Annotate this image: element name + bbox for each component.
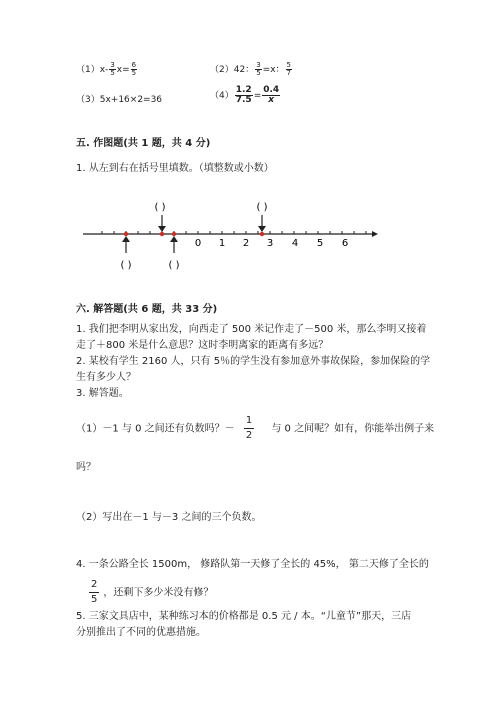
- number-line-blank-top-1: ( ): [154, 202, 166, 213]
- equation-1: [76, 62, 138, 77]
- tick-label-3: 3: [266, 238, 274, 249]
- equation-2-mid: =x：: [262, 65, 285, 75]
- equation-4-label: （4）: [210, 91, 234, 101]
- point-marker-4: [260, 232, 264, 236]
- section-5-title: 五. 作图题(共 1 题，共 4 分): [76, 138, 211, 149]
- equation-2: [210, 62, 293, 77]
- question-1-line-1: 1. 我们把李明从家出发，向西走了 500 米记作走了－500 米，那么李明又接着: [76, 324, 427, 335]
- equation-1-mid: x=: [116, 65, 130, 75]
- number-line-arrowhead: [372, 231, 378, 237]
- question-5-line-2: 分别推出了不同的优惠措施。: [76, 627, 206, 638]
- question-3-sub-2: （2）写出在－1 与－3 之间的三个负数。: [76, 512, 262, 523]
- number-line-blank-bottom-1: ( ): [120, 260, 132, 271]
- equation-2-fraction-b: $\frac{5}{7}$: [286, 61, 291, 77]
- section-6-question-1: [76, 322, 436, 402]
- equation-4-fraction-a: $\frac{1.2}{7.5}$: [235, 85, 252, 105]
- question-3: 3. 解答题。: [76, 388, 129, 399]
- arrow-up-2-head: [170, 236, 178, 242]
- question-5-line-1: 5. 三家文具店中，某种练习本的价格都是 0.5 元 / 本。“儿童节”那天，三店: [76, 611, 412, 622]
- question-4-text: ，还剩下多少米没有修？: [103, 587, 214, 599]
- question-3-sub-1-text-b: 与 0 之间呢？如有，你能举出例子来: [271, 423, 435, 435]
- question-3-sub-1-fraction: $\frac{1}{2}$: [245, 415, 253, 441]
- equation-4-mid: =: [253, 91, 262, 101]
- point-marker-3: [172, 232, 176, 236]
- question-3-sub-1: [76, 416, 434, 441]
- tick-label-4: 4: [291, 238, 299, 249]
- question-4-line-1: 4. 一条公路全长 1500m， 修路队第一天修了全长的 45%， 第二天修了全长的: [76, 559, 429, 570]
- section-6-title: 六. 解答题(共 6 题，共 33 分): [76, 304, 218, 315]
- question-4-line-2: [88, 580, 213, 605]
- equation-1-fraction-b: $\frac{6}{5}$: [131, 61, 137, 77]
- section-6-question-5: [76, 609, 436, 641]
- equation-1-fraction-a: $\frac{3}{5}$: [110, 61, 115, 77]
- question-4-fraction: $\frac{2}{5}$: [91, 579, 98, 605]
- question-2-line-1: 2. 某校有学生 2160 人，只有 5％的学生没有参加意外事故保险，参加保险的学: [76, 356, 431, 367]
- tick-label-1: 1: [218, 238, 226, 249]
- section-5-question-1: 1. 从左到右在括号里填数。（填整数或小数）: [76, 163, 274, 174]
- point-marker-2: [160, 232, 164, 236]
- question-2-line-2: 生有多少人？: [76, 372, 136, 383]
- equation-4: [210, 86, 281, 105]
- number-line-figure: [0, 195, 500, 275]
- question-3-sub-1-end: 吗？: [76, 462, 96, 473]
- question-3-sub-1-text-a: （1）－1 与 0 之间还有负数吗？－: [76, 423, 235, 435]
- point-marker-1: [124, 232, 128, 236]
- number-line-blank-top-2: ( ): [256, 202, 268, 213]
- arrow-up-1-head: [122, 236, 130, 242]
- equation-2-label: （2）42：: [210, 65, 255, 75]
- tick-label-0: 0: [194, 238, 202, 249]
- equation-4-fraction-b: $\frac{0.4}{x}$: [263, 85, 280, 105]
- number-line-blank-bottom-2: ( ): [168, 260, 180, 271]
- arrow-down-2-head: [258, 226, 266, 232]
- tick-label-6: 6: [341, 238, 349, 249]
- tick-label-2: 2: [242, 238, 250, 249]
- equation-2-fraction-a: $\frac{3}{5}$: [256, 61, 261, 77]
- question-1-line-2: 走了＋800 米是什么意思？这时李明离家的距离有多远？: [76, 340, 329, 351]
- tick-label-5: 5: [316, 238, 324, 249]
- equation-1-label: （1）x-: [76, 65, 109, 75]
- equation-3: （3）5x+16×2=36: [76, 95, 163, 105]
